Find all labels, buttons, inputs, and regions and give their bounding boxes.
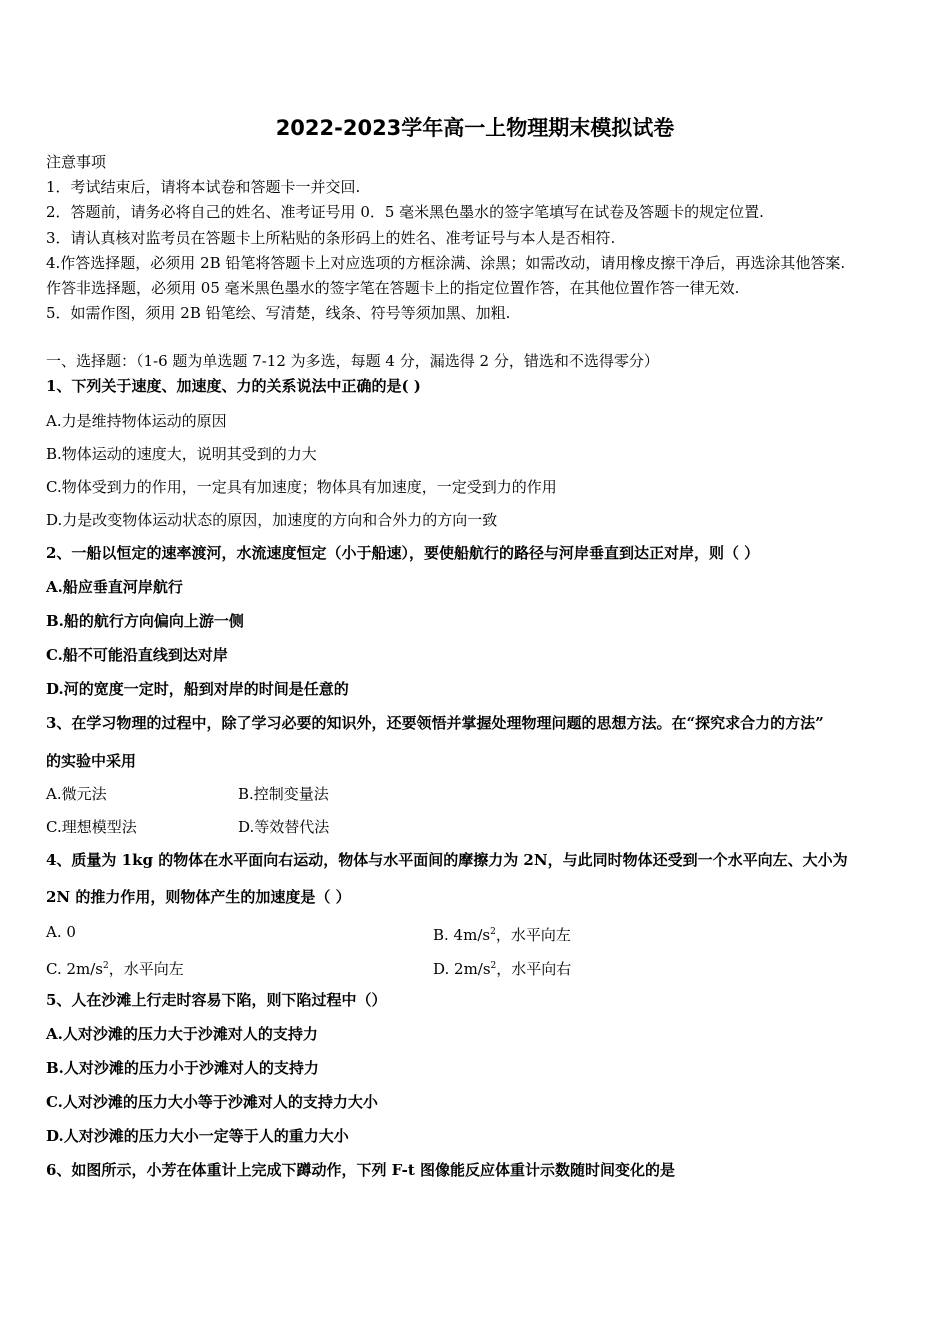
q1-option-b: B.物体运动的速度大，说明其受到的力大 (46, 445, 317, 463)
q2-option-b: B.船的航行方向偏向上游一侧 (46, 612, 244, 630)
question-4-stem: 4、质量为 1kg 的物体在水平面向右运动，物体与水平面间的摩擦力为 2N，与此同时物体还受到一个水平向左、大小为 (46, 851, 848, 869)
page-title: 2022-2023学年高一上物理期末模拟试卷 (275, 116, 675, 140)
q1-option-c: C.物体受到力的作用，一定具有加速度；物体具有加速度，一定受到力的作用 (46, 478, 557, 496)
question-1-stem: 1、下列关于速度、加速度、力的关系说法中正确的是( ) (46, 377, 421, 395)
q5-option-c: C.人对沙滩的压力大小等于沙滩对人的支持力大小 (46, 1093, 378, 1111)
q3-option-d: D.等效替代法 (238, 818, 330, 836)
question-6-stem: 6、如图所示，小芳在体重计上完成下蹲动作，下列 F-t 图像能反应体重计示数随时间变化的是 (46, 1161, 676, 1179)
notice-item: 1．考试结束后，请将本试卷和答题卡一并交回. (46, 178, 361, 196)
notice-item: 作答非选择题，必须用 05 毫米黑色墨水的签字笔在答题卡上的指定位置作答，在其他位置作答一律无效. (46, 279, 740, 297)
q5-option-b: B.人对沙滩的压力小于沙滩对人的支持力 (46, 1059, 319, 1077)
q4-option-c (46, 956, 184, 979)
q3-option-b: B.控制变量法 (238, 785, 329, 803)
notice-item: 3．请认真核对监考员在答题卡上所粘贴的条形码上的姓名、准考证号与本人是否相符. (46, 229, 616, 247)
superscript: 2 (490, 961, 497, 971)
q4-option-a: A. 0 (46, 923, 76, 941)
question-3-stem: 3、在学习物理的过程中，除了学习必要的知识外，还要领悟并掌握处理物理问题的思想方法。在“探究求合力的方法” (46, 714, 824, 732)
q4-option-d-value: D. 2m/s (433, 960, 491, 978)
question-5-stem: 5、人在沙滩上行走时容易下陷，则下陷过程中（） (46, 991, 387, 1009)
q2-option-d: D.河的宽度一定时，船到对岸的时间是任意的 (46, 680, 349, 698)
superscript: 2 (103, 961, 109, 971)
q2-option-a: A.船应垂直河岸航行 (46, 578, 183, 596)
q5-option-d: D.人对沙滩的压力大小一定等于人的重力大小 (46, 1127, 349, 1145)
notice-item: 5．如需作图，须用 2B 铅笔绘、写清楚，线条、符号等须加黑、加粗. (46, 304, 511, 322)
question-2-stem: 2、一船以恒定的速率渡河，水流速度恒定（小于船速），要使船航行的路径与河岸垂直到达正对岸，则（ ） (46, 544, 760, 562)
q4-option-b (433, 922, 571, 945)
q4-option-c-value: C. 2m/s (46, 960, 103, 978)
notice-heading: 注意事项 (46, 153, 107, 171)
notice-item: 2．答题前，请务必将自己的姓名、准考证号用 0．5 毫米黑色墨水的签字笔填写在试卷及答题卡的规定位置. (46, 203, 764, 221)
q4-option-d-direction: ，水平向右 (496, 960, 572, 978)
q1-option-d: D.力是改变物体运动状态的原因，加速度的方向和合外力的方向一致 (46, 511, 498, 529)
q3-option-c: C.理想模型法 (46, 818, 137, 836)
q2-option-c: C.船不可能沿直线到达对岸 (46, 646, 228, 664)
q4-option-c-direction: ，水平向左 (108, 960, 184, 978)
q1-option-a: A.力是维持物体运动的原因 (46, 412, 227, 430)
q5-option-a: A.人对沙滩的压力大于沙滩对人的支持力 (46, 1025, 318, 1043)
section-heading: 一、选择题：（1-6 题为单选题 7-12 为多选，每题 4 分，漏选得 2 分，错选和不选得零分） (46, 352, 659, 370)
q4-option-b-value: B. 4m/s (433, 926, 491, 944)
question-3-stem-cont: 的实验中采用 (46, 752, 137, 770)
q4-option-d (433, 956, 571, 979)
superscript: 2 (490, 927, 496, 937)
question-4-stem-cont: 2N 的推力作用，则物体产生的加速度是（ ） (46, 888, 351, 906)
q4-option-b-direction: ，水平向左 (495, 926, 571, 944)
notice-item: 4.作答选择题，必须用 2B 铅笔将答题卡上对应选项的方框涂满、涂黑；如需改动，请用橡皮擦干净后，再选涂其他答案. (46, 254, 846, 272)
q3-option-a: A.微元法 (46, 785, 107, 803)
